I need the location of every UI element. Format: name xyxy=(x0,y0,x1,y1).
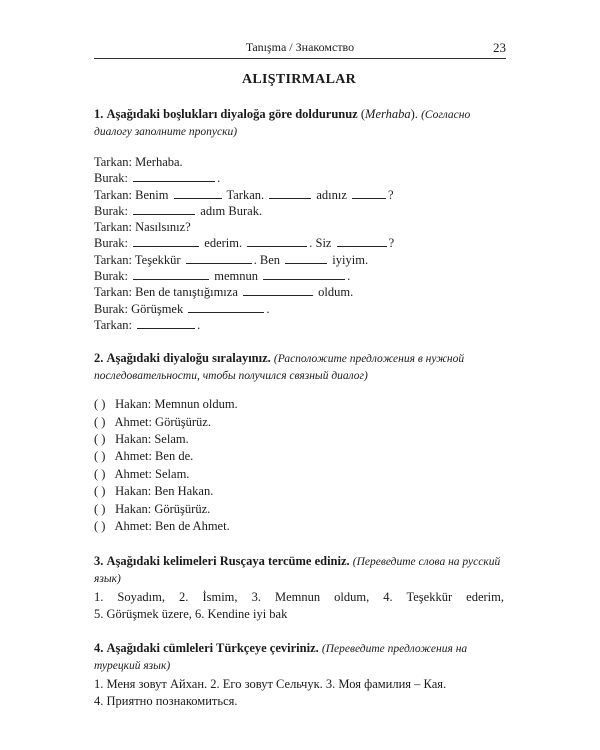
exercise-2-instruction: Aşağıdaki diyaloğu sıralayınız. xyxy=(106,351,271,366)
dialog-text: Burak: xyxy=(94,171,132,186)
dialog-line xyxy=(94,252,504,268)
exercise-3-words-line-2: 5. Görüşmek üzere, 6. Kendine iyi bak xyxy=(94,606,288,621)
dialog-text: memnun xyxy=(211,269,262,284)
fill-blank[interactable] xyxy=(337,236,387,247)
exercise-1-instruction: Aşağıdaki boşlukları diyaloğa göre doldurunuz xyxy=(106,107,358,121)
dialog-text: Burak: xyxy=(94,236,132,251)
ordering-text: Hakan: Görüşürüz. xyxy=(115,501,211,516)
fill-blank[interactable] xyxy=(352,188,386,199)
order-box[interactable]: ( ) xyxy=(94,432,106,447)
exercise-3-instruction: Aşağıdaki kelimeleri Rusçaya tercüme ediniz. xyxy=(106,553,350,568)
exercise-2 xyxy=(94,350,504,535)
exercise-3-number: 3. xyxy=(94,553,104,568)
exercise-3 xyxy=(94,553,504,623)
fill-blank[interactable] xyxy=(269,188,311,199)
fill-blank[interactable] xyxy=(133,204,195,215)
dialog-line xyxy=(94,219,504,235)
order-box[interactable]: ( ) xyxy=(94,397,106,412)
dialog-line xyxy=(94,317,504,333)
exercise-2-translation: (Расположите предложения в нужной последовательности, чтобы получился связный диалог) xyxy=(94,353,465,383)
ordering-item xyxy=(94,518,504,535)
dialog-text: ? xyxy=(388,236,395,251)
dialog-line xyxy=(94,301,504,317)
ordering-text: Hakan: Ben Hakan. xyxy=(115,484,214,499)
section-title: ALIŞTIRMALAR xyxy=(241,72,357,87)
ordering-item xyxy=(94,483,504,500)
dialog-text: adım Burak. xyxy=(197,203,263,218)
dialog-text: . xyxy=(266,301,270,316)
exercise-1-number: 1. xyxy=(94,107,104,121)
ordering-item xyxy=(94,501,504,518)
order-box[interactable]: ( ) xyxy=(94,519,106,534)
exercise-4-number: 4. xyxy=(94,640,104,655)
ordering-item xyxy=(94,396,504,413)
order-box[interactable]: ( ) xyxy=(94,466,106,481)
dialog-text: Tarkan: xyxy=(94,317,136,332)
ordering-text: Ahmet: Ben de. xyxy=(114,449,194,464)
dialog-line xyxy=(94,170,504,186)
dialog-text: Tarkan: Nasılsınız? xyxy=(94,220,191,235)
dialog-line xyxy=(94,187,504,203)
exercise-3-translation: (Переведите слова на русский язык) xyxy=(94,555,501,585)
ordering-text: Ahmet: Ben de Ahmet. xyxy=(114,519,230,534)
exercise-4-sentences-line-2: 4. Приятно познакомиться. xyxy=(94,693,238,708)
fill-blank[interactable] xyxy=(243,285,313,296)
dialog-text: Tarkan: Teşekkür xyxy=(94,252,184,267)
dialog-text: Tarkan: Benim xyxy=(94,187,172,202)
dialog-text: . xyxy=(217,171,221,186)
ordering-text: Hakan: Memnun oldum. xyxy=(115,397,238,412)
exercise-4-heading xyxy=(94,640,504,674)
dialog-text: . xyxy=(347,269,351,284)
ordering-text: Ahmet: Selam. xyxy=(114,466,190,481)
exercise-3-words-line-1: 1. Soyadım, 2. İsmim, 3. Memnun oldum, 4. Teşekkür ederim, xyxy=(94,589,504,604)
exercise-4 xyxy=(94,640,504,710)
exercise-4-translation: (Переведите предложения на турецкий язык) xyxy=(94,642,468,672)
dialog-text: Burak: Görüşmek xyxy=(94,301,187,316)
ordering-text: Ahmet: Görüşürüz. xyxy=(114,414,211,429)
dialog-line xyxy=(94,235,504,251)
fill-blank[interactable] xyxy=(133,236,199,247)
exercise-2-number: 2. xyxy=(94,351,104,366)
ordering-item xyxy=(94,466,504,483)
ordering-item xyxy=(94,448,504,465)
ordering-list xyxy=(94,396,504,535)
dialog-line xyxy=(94,154,504,170)
exercise-1-translation: (Согласно диалогу заполните пропуски) xyxy=(94,109,471,138)
dialog-line xyxy=(94,268,504,284)
page-number: 23 xyxy=(493,40,506,55)
order-box[interactable]: ( ) xyxy=(94,449,106,464)
fill-blank[interactable] xyxy=(263,269,345,280)
dialog-text: ederim. xyxy=(201,236,246,251)
order-box[interactable]: ( ) xyxy=(94,501,106,516)
dialog-text: Tarkan: Merhaba. xyxy=(94,155,183,169)
dialog-text: iyiyim. xyxy=(329,252,369,267)
dialog-line xyxy=(94,203,504,219)
fill-blank[interactable] xyxy=(133,171,215,182)
fill-blank[interactable] xyxy=(186,253,252,264)
exercise-3-heading xyxy=(94,553,504,587)
fill-blank[interactable] xyxy=(247,236,307,247)
ordering-item xyxy=(94,431,504,448)
fill-blank[interactable] xyxy=(285,253,327,264)
exercise-1 xyxy=(94,106,504,333)
ordering-item xyxy=(94,414,504,431)
dialog-text: . Siz xyxy=(309,236,335,251)
dialog-text: Tarkan. xyxy=(223,187,268,202)
ordering-text: Hakan: Selam. xyxy=(115,432,189,447)
dialog-line xyxy=(94,284,504,300)
dialog-text: . Ben xyxy=(253,252,284,267)
order-box[interactable]: ( ) xyxy=(94,414,106,429)
dialog-text: Tarkan: Ben de tanıştığımıza xyxy=(94,285,241,300)
order-box[interactable]: ( ) xyxy=(94,484,106,499)
running-title: Tanışma / Знакомство xyxy=(245,40,355,54)
dialog-text: Burak: xyxy=(94,203,132,218)
exercise-1-heading: 1. Aşağıdaki boşlukları diyaloğa göre doldurunuz (Merhaba). (Согласно диалогу заполните пропуски) xyxy=(94,107,471,138)
dialog-text: ? xyxy=(388,187,394,202)
dialog-text: . xyxy=(197,317,201,332)
fill-blank[interactable] xyxy=(188,302,264,313)
header-divider xyxy=(94,58,506,59)
page-content xyxy=(94,72,504,727)
exercise-2-heading xyxy=(94,350,504,384)
exercise-1-hint: Merhaba xyxy=(365,107,411,121)
fill-blank[interactable] xyxy=(133,269,209,280)
dialog-text: adınız xyxy=(313,187,351,202)
exercise-4-instruction: Aşağıdaki cümleleri Türkçeye çeviriniz. xyxy=(106,640,319,655)
dialog-text: oldum. xyxy=(315,285,354,300)
fill-blank[interactable] xyxy=(174,188,222,199)
dialog-text: Burak: xyxy=(94,269,132,284)
fill-blank[interactable] xyxy=(137,318,195,329)
exercise-4-sentences-line-1: 1. Меня зовут Айхан. 2. Его зовут Сельчук. 3. Моя фамилия – Кая. xyxy=(94,676,447,691)
running-header xyxy=(94,40,506,58)
